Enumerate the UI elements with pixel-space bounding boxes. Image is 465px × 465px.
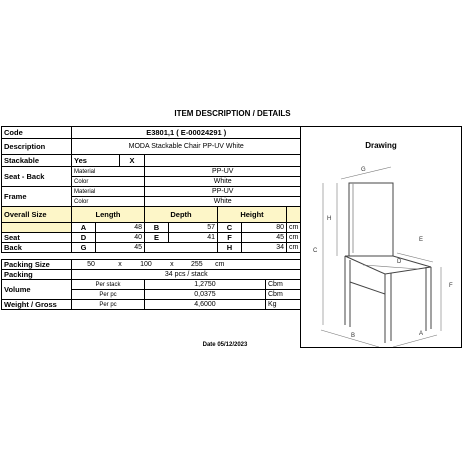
frame-material: PP-UV [145,187,301,197]
overall-size-unit: cm [287,223,301,233]
weight-row [2,300,301,310]
drawing-label-e: E [419,237,424,243]
packing-size-label: Packing Size [2,260,72,270]
frame-material-row [2,187,301,197]
seat-back-material-label: Material [72,167,145,177]
volume-per-stack-label: Per stack [72,280,145,290]
height-header: Height [218,207,287,223]
frame-label: Frame [2,187,72,207]
packing-size-unit: cm [215,260,225,268]
document-title: ITEM DESCRIPTION / DETAILS [174,109,291,118]
seat-back-color-label: Color [72,177,145,187]
seat-value-d: 40 [96,233,145,243]
depth-letter: B [145,223,169,233]
weight-unit: Kg [266,300,301,310]
stackable-value: Yes [72,155,120,167]
frame-material-label: Material [72,187,145,197]
length-value: 48 [96,223,145,233]
height-value: 80 [242,223,287,233]
description-row [2,139,301,155]
height-letter: C [218,223,242,233]
seat-letter-d: D [72,233,96,243]
overall-size-label: Overall Size [2,207,72,223]
frame-color-label: Color [72,197,145,207]
spacer-row [2,253,301,260]
seat-value-f: 45 [242,233,287,243]
back-row [2,243,301,253]
length-letter: A [72,223,96,233]
drawing-label-f: F [449,283,453,289]
volume-per-pc: 0,0375 [145,290,266,300]
code-row [2,127,301,139]
volume-per-pc-label: Per pc [72,290,145,300]
back-value-g: 45 [96,243,145,253]
drawing-label-g: G [361,167,366,173]
overall-size-header-row [2,207,301,223]
overall-size-empty [2,223,72,233]
stackable-label: Stackable [2,155,72,167]
back-unit: cm [287,243,301,253]
seat-value-e: 41 [169,233,218,243]
back-empty [145,243,218,253]
packing-size-length: 50 [87,260,95,268]
seat-unit: cm [287,233,301,243]
date-label: Date 05/12/2023 [202,342,248,348]
description-label: Description [2,139,72,155]
drawing-label-a: A [419,331,424,337]
packing-size-height: 255 [190,260,203,268]
stackable-empty [145,155,301,167]
code-value: E3801,1 ( E-00024291 ) [72,127,301,139]
seat-label: Seat [2,233,72,243]
stackable-mark: X [120,155,145,167]
overall-size-header-empty [287,207,301,223]
volume-per-stack: 1,2750 [145,280,266,290]
packing-size-sep-2: x [170,260,174,268]
packing-value: 34 pcs / stack [72,270,301,280]
volume-unit-pc: Cbm [266,290,301,300]
volume-stack-row [2,280,301,290]
volume-label: Volume [2,280,72,300]
code-label: Code [2,127,72,139]
description-value: MODA Stackable Chair PP-UV White [72,139,301,155]
spacer [2,253,301,260]
drawing-title: Drawing [365,141,397,150]
packing-row [2,270,301,280]
overall-size-row [2,223,301,233]
drawing-label-h: H [327,216,332,222]
seat-back-label: Seat - Back [2,167,72,187]
seat-back-material: PP-UV [145,167,301,177]
packing-label: Packing [2,270,72,280]
length-header: Length [72,207,145,223]
seat-letter-e: E [145,233,169,243]
back-value-h: 34 [242,243,287,253]
packing-size-sep-1: x [118,260,122,268]
volume-unit-stack: Cbm [266,280,301,290]
seat-letter-f: F [218,233,242,243]
stackable-row [2,155,301,167]
back-letter-h: H [218,243,242,253]
chair-drawing [301,157,461,347]
back-label: Back [2,243,72,253]
drawing-label-d: D [397,259,402,265]
drawing-label-c: C [313,248,318,254]
seat-back-color: White [145,177,301,187]
drawing-panel [300,126,462,348]
seat-back-material-row [2,167,301,177]
weight-label: Weight / Gross [2,300,72,310]
frame-color: White [145,197,301,207]
back-letter-g: G [72,243,96,253]
packing-size-row [2,260,301,270]
drawing-label-b: B [351,333,356,339]
depth-value: 57 [169,223,218,233]
spec-table [1,126,301,310]
packing-size-width: 100 [140,260,152,268]
seat-row [2,233,301,243]
weight-per-pc-label: Per pc [72,300,145,310]
depth-header: Depth [145,207,218,223]
weight-per-pc: 4,6000 [145,300,266,310]
packing-size-cell [72,260,301,270]
